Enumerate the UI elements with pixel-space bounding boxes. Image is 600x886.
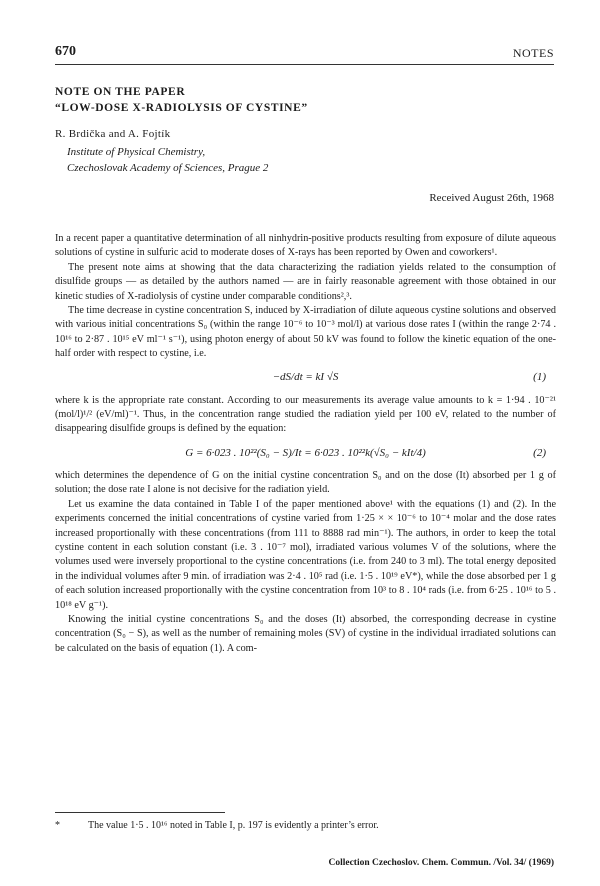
- equation-2-expression: G = 6·023 . 10²²(S₀ − S)/It = 6·023 . 10²²k(√S₀ − kIt/4): [185, 446, 426, 459]
- equation-1-expression: −dS/dt = kI √S: [272, 371, 339, 384]
- title-line-1: NOTE ON THE PAPER: [55, 86, 186, 98]
- running-head: NOTES: [512, 46, 554, 60]
- page-number: 670: [55, 44, 76, 59]
- paragraph-7: Knowing the initial cystine concentrations S₀ and the doses (It) absorbed, the corresponding decrease in cystine concentration (S₀ − S), as well as the number of remaining moles (SV) of cystine in the individual irradiated solutions can be calculated on the basis of equation (1). A com-: [55, 613, 556, 654]
- article-body: [55, 232, 556, 656]
- paragraph-5: which determines the dependence of G on the initial cystine concentration S₀ and on the dose (It) absorbed per 1 g of solution; the dose rate I alone is not decisive for the radiation yield.: [55, 469, 556, 496]
- header-rule: [55, 64, 554, 65]
- authors: R. Brdička and A. Fojtík: [55, 128, 171, 140]
- footnote-mark: *: [55, 820, 60, 831]
- paragraph-6: Let us examine the data contained in Table I of the paper mentioned above¹ with the equations (1) and (2). In the experiments concerned the initial concentrations of cystine varied from 1·25 × × 10⁻⁶ to 10⁻⁴ molar and the dose rates increased proportionally with these concentrations (from 111 to 8888 rad min⁻¹). The authors, in order to keep the total cystine content in each solution constant (i.e. 3 . 10⁻⁷ mol), irradiated various volumes V of the solutions, where the volumes used were inversely proportional to the cystine concentrations (i.e. from 240 to 3 ml). The total energy deposited in the individual volumes after 9 min. of irradiation was 2·4 . 10⁵ rad (i.e. 1·5 . 10¹⁹ eV*), while the dose absorbed per 1 g of each solution increased proportionally with the cystine concentration from 10³ to 8 . 10⁴ rads (i.e. from 6·25 . 10¹⁶ to 5 . 10¹⁸ eV g⁻¹).: [55, 498, 556, 611]
- footnote-text: The value 1·5 . 10¹⁶ noted in Table I, p. 197 is evidently a printer’s error.: [88, 820, 379, 831]
- paragraph-1: In a recent paper a quantitative determination of all ninhydrin-positive products resulting from exposure of dilute aqueous solutions of cystine in sulfuric acid to moderate doses of X-rays has been reported by Owen and coworkers¹.: [55, 233, 556, 259]
- equation-1: [55, 362, 556, 394]
- journal-citation: Collection Czechoslov. Chem. Commun. /Vol. 34/ (1969): [328, 858, 554, 868]
- equation-1-label: (1): [533, 371, 546, 384]
- paragraph-2: The present note aims at showing that the data characterizing the radiation yields related to the consumption of disulfide groups — as detailed by the authors named — are in fairly reasonable agreement with those obtained in our kinetic studies of X-radiolysis of cystine under comparable conditions²,³.: [55, 261, 556, 302]
- footnote-rule: [55, 812, 225, 813]
- equation-2: [55, 437, 556, 469]
- affiliation: [67, 144, 268, 176]
- affiliation-line-2: Czechoslovak Academy of Sciences, Prague 2: [67, 162, 269, 174]
- received-date: Received August 26th, 1968: [429, 192, 554, 204]
- affiliation-line-1: Institute of Physical Chemistry,: [67, 146, 206, 158]
- equation-2-label: (2): [533, 446, 546, 459]
- article-title: [55, 84, 308, 116]
- title-line-2: “LOW-DOSE X-RADIOLYSIS OF CYSTINE”: [55, 102, 308, 114]
- footnote: [55, 820, 556, 831]
- paragraph-3: The time decrease in cystine concentration S, induced by X-irradiation of dilute aqueous cystine solutions and observed with various initial concentrations S₀ (within the range 10⁻⁶ to 10⁻³ mol/l) at various dose rates I (within the range 2·74 . 10¹⁶ to 2·87 . 10¹⁵ eV ml⁻¹ s⁻¹), using photon energy of about 50 kV was found to follow the kinetic equation of the one-half order with respect to cystine, i.e.: [55, 305, 557, 360]
- paragraph-4: where k is the appropriate rate constant. According to our measurements its average value amounts to k = 1·94 . 10⁻²¹ (mol/l)¹/² (eV/ml)⁻¹. Thus, in the concentration range studied the radiation yield per 100 eV, related to the number of disappearing disulfide groups is defined by the equation:: [55, 394, 556, 435]
